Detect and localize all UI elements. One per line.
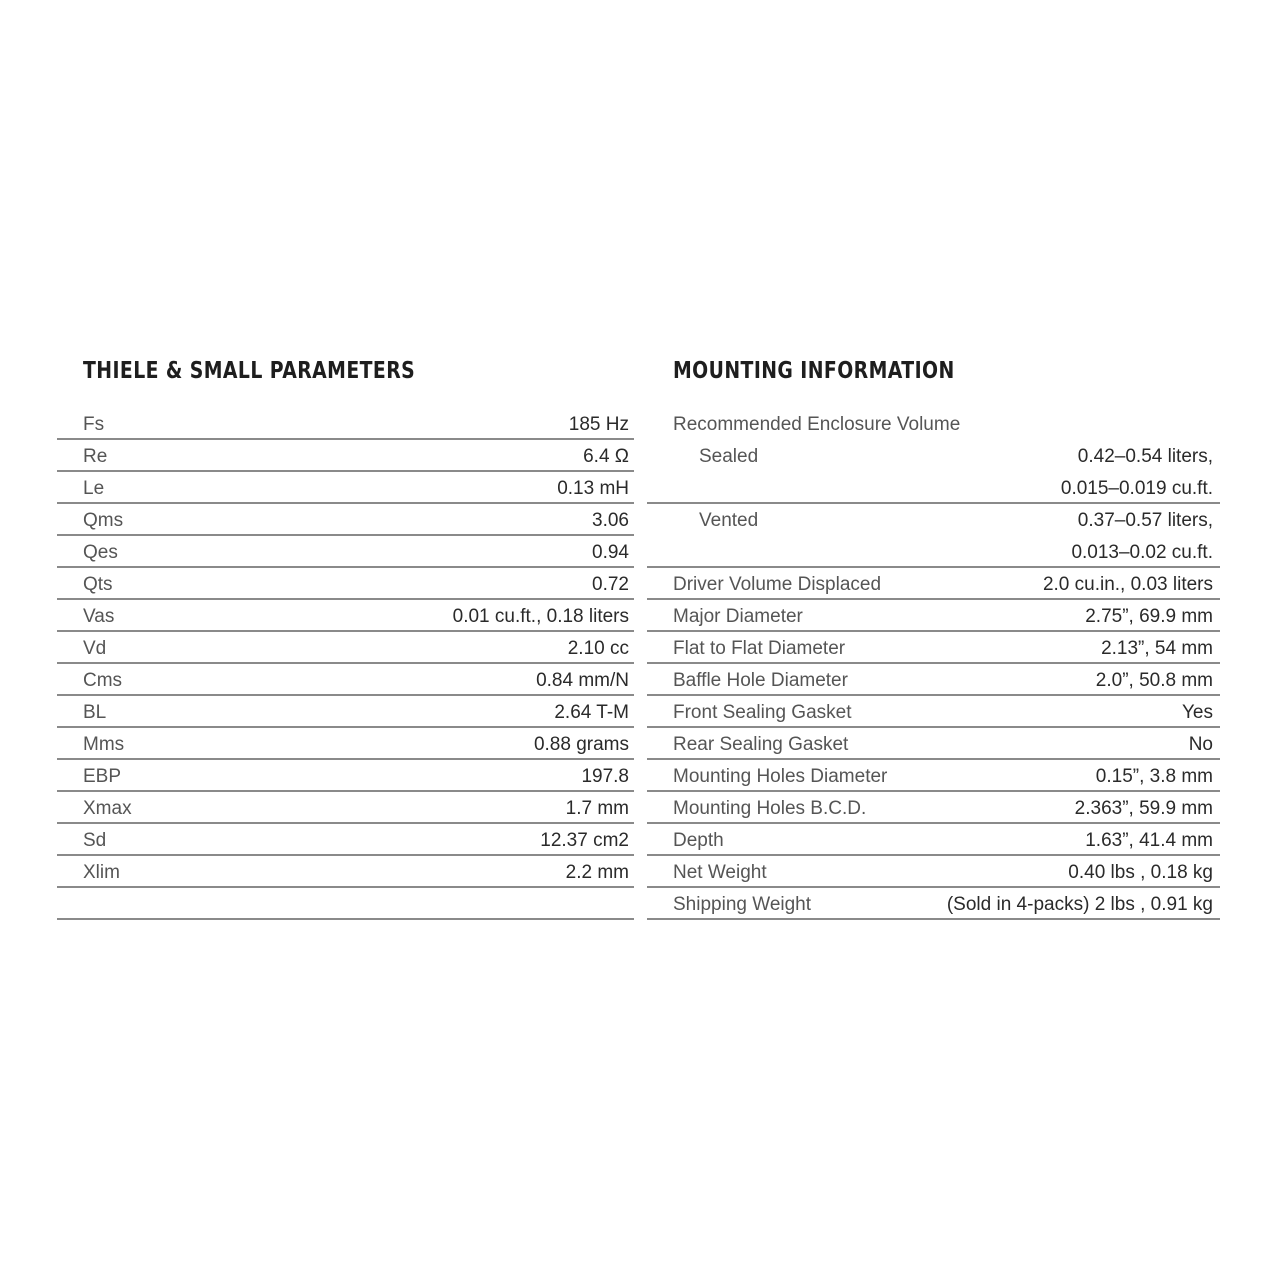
param-value: 3.06 [592, 510, 629, 531]
thiele-small-table [57, 408, 634, 920]
mount-value: 0.42–0.54 liters, [1077, 446, 1213, 467]
mount-label: Major Diameter [673, 606, 803, 627]
param-label: Xmax [83, 798, 132, 819]
param-row-vd [57, 632, 634, 664]
mount-value: No [1188, 734, 1213, 755]
param-value: 197.8 [581, 766, 629, 787]
enclosure-volume-row [647, 408, 1220, 440]
param-row-empty [57, 888, 634, 920]
param-label: Fs [83, 414, 105, 435]
param-value: 2.10 cc [567, 638, 629, 659]
param-label: Qms [83, 510, 124, 531]
vented-row [647, 504, 1220, 536]
mount-row [647, 824, 1220, 856]
mount-value: 0.40 lbs , 0.18 kg [1068, 862, 1213, 883]
mount-value: 2.363”, 59.9 mm [1074, 798, 1213, 819]
mount-row [647, 568, 1220, 600]
mount-row [647, 600, 1220, 632]
param-label: EBP [83, 766, 122, 787]
param-value: 1.7 mm [565, 798, 629, 819]
param-value: 0.84 mm/N [536, 670, 629, 691]
mount-row [647, 888, 1220, 920]
mount-label: Mounting Holes Diameter [673, 766, 888, 787]
param-label: Le [83, 478, 105, 499]
param-value: 2.64 T-M [554, 702, 629, 723]
mount-row [647, 664, 1220, 696]
mount-row [647, 728, 1220, 760]
mount-value: 2.75”, 69.9 mm [1085, 606, 1213, 627]
param-label: Xlim [83, 862, 120, 883]
mount-value: 0.37–0.57 liters, [1077, 510, 1213, 531]
param-row-qms [57, 504, 634, 536]
param-value: 0.01 cu.ft., 0.18 liters [452, 606, 629, 627]
mount-sublabel: Vented [699, 510, 759, 531]
param-row-cms [57, 664, 634, 696]
param-value: 0.88 grams [533, 734, 629, 755]
param-value: 185 Hz [568, 414, 629, 435]
param-label: Qts [83, 574, 113, 595]
param-value: 2.2 mm [565, 862, 629, 883]
mount-row [647, 696, 1220, 728]
param-label: Cms [83, 670, 123, 691]
mounting-table [647, 408, 1220, 920]
mount-label: Net Weight [673, 862, 767, 883]
param-label: Vas [83, 606, 115, 627]
param-label: Mms [83, 734, 125, 755]
mount-label: Front Sealing Gasket [673, 702, 852, 723]
mount-value: 2.0 cu.in., 0.03 liters [1042, 574, 1213, 595]
mount-label: Depth [673, 830, 724, 851]
mount-value: Yes [1182, 702, 1213, 723]
param-label: BL [83, 702, 107, 723]
mount-label: Driver Volume Displaced [673, 574, 882, 595]
mount-value: 0.015–0.019 cu.ft. [1060, 478, 1213, 499]
mount-value: 0.013–0.02 cu.ft. [1071, 542, 1213, 563]
param-row-qes [57, 536, 634, 568]
mount-value: 2.0”, 50.8 mm [1095, 670, 1213, 691]
param-row-vas [57, 600, 634, 632]
mount-sublabel: Sealed [699, 446, 759, 467]
mounting-info-heading: MOUNTING INFORMATION [673, 358, 955, 384]
param-label: Vd [83, 638, 107, 659]
mount-row [647, 792, 1220, 824]
mount-label: Shipping Weight [673, 894, 812, 915]
param-label: Qes [83, 542, 118, 563]
mount-label: Rear Sealing Gasket [673, 734, 849, 755]
thiele-small-heading: THIELE & SMALL PARAMETERS [83, 358, 416, 384]
param-label: Sd [83, 830, 107, 851]
mount-label: Flat to Flat Diameter [673, 638, 846, 659]
mount-label: Mounting Holes B.C.D. [673, 798, 867, 819]
param-row-fs [57, 408, 634, 440]
param-row-mms [57, 728, 634, 760]
param-value: 12.37 cm2 [540, 830, 629, 851]
mount-value: (Sold in 4-packs) 2 lbs , 0.91 kg [946, 894, 1213, 915]
mount-label: Recommended Enclosure Volume [673, 414, 961, 435]
mount-value: 2.13”, 54 mm [1101, 638, 1213, 659]
param-row-sd [57, 824, 634, 856]
param-value: 0.13 mH [557, 478, 629, 499]
param-row-qts [57, 568, 634, 600]
param-row-le [57, 472, 634, 504]
param-value: 0.94 [592, 542, 629, 563]
mount-row [647, 760, 1220, 792]
mount-row [647, 856, 1220, 888]
param-row-xlim [57, 856, 634, 888]
param-row-bl [57, 696, 634, 728]
param-value: 0.72 [592, 574, 629, 595]
vented-row-cont [647, 536, 1220, 568]
mount-value: 0.15”, 3.8 mm [1095, 766, 1213, 787]
param-value: 6.4 Ω [583, 446, 629, 467]
sealed-row-cont [647, 472, 1220, 504]
mount-value: 1.63”, 41.4 mm [1085, 830, 1213, 851]
param-row-ebp [57, 760, 634, 792]
param-label: Re [83, 446, 108, 467]
sealed-row [647, 440, 1220, 472]
mount-row [647, 632, 1220, 664]
param-row-re [57, 440, 634, 472]
mount-label: Baffle Hole Diameter [673, 670, 848, 691]
param-row-xmax [57, 792, 634, 824]
